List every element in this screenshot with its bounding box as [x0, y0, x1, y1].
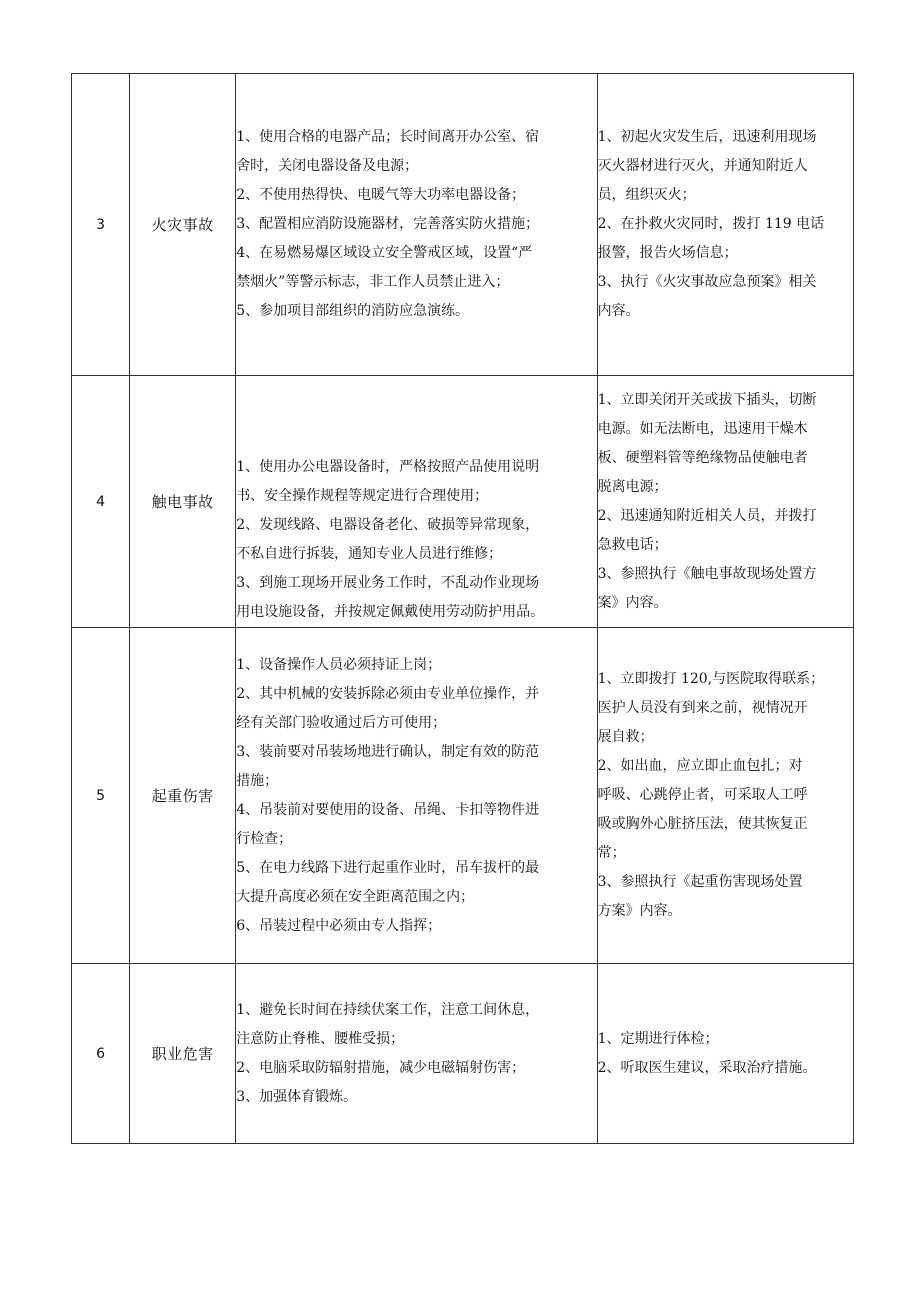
response-line: 2、迅速通知附近相关人员，并拨打	[597, 507, 817, 524]
emergency-response	[597, 964, 853, 1144]
table-row	[72, 964, 854, 1144]
response-line: 吸或胸外心脏挤压法，使其恢复正	[597, 816, 808, 832]
measure-line: 1、避免长时间在持续伏案工作，注意工间休息，	[236, 1001, 540, 1018]
response-line: 1、初起火灾发生后，迅速利用现场	[597, 129, 817, 145]
emergency-response	[597, 74, 853, 376]
hazard-name: 职业危害	[130, 964, 236, 1144]
measure-line: 2、其中机械的安装拆除必须由专业单位操作，并	[236, 685, 540, 702]
measure-line: 行检查；	[236, 830, 293, 847]
measure-line: 6、吊装过程中必须由专人指挥；	[236, 917, 442, 934]
response-line: 灭火器材进行灭火，并通知附近人	[597, 158, 808, 174]
table-row	[72, 628, 854, 964]
response-line: 电源。如无法断电，迅速用干燥木	[597, 420, 808, 437]
response-line: 3、执行《火灾事故应急预案》相关	[597, 274, 817, 290]
measure-line: 1、使用办公电器设备时，严格按照产品使用说明	[236, 459, 540, 475]
measure-line: 注意防止脊椎、腰椎受损；	[236, 1030, 405, 1047]
emergency-response	[597, 628, 853, 964]
emergency-response	[597, 376, 853, 628]
row-number: 4	[72, 376, 130, 628]
measure-line: 禁烟火”等警示标志，非工作人员禁止进入；	[236, 274, 510, 290]
response-line: 1、立即关闭开关或拔下插头，切断	[597, 391, 817, 408]
measure-line: 书、安全操作规程等规定进行合理使用；	[236, 488, 489, 504]
response-line: 3、参照执行《触电事故现场处置方	[597, 565, 817, 582]
row-number: 3	[72, 74, 130, 376]
response-line: 1、立即拨打 120,与医院取得联系；	[597, 671, 825, 687]
response-line: 常；	[597, 845, 626, 861]
table-row	[72, 376, 854, 628]
measure-line: 5、参加项目部组织的消防应急演练。	[236, 303, 470, 319]
hazard-name: 触电事故	[130, 376, 236, 628]
measure-line: 5、在电力线路下进行起重作业时，吊车拔杆的最	[236, 859, 540, 876]
response-line: 脱离电源；	[597, 478, 668, 495]
measure-line: 1、设备操作人员必须持证上岗；	[236, 656, 442, 673]
response-line: 内容。	[597, 303, 640, 319]
table-row	[72, 74, 854, 376]
response-line: 2、听取医生建议，采取治疗措施。	[597, 1059, 817, 1076]
measure-line: 措施；	[236, 772, 279, 789]
response-line: 报警，报告火场信息；	[597, 245, 738, 261]
risk-response-table	[71, 73, 854, 1144]
response-line: 方案》内容。	[597, 903, 682, 919]
response-line: 2、在扑救火灾同时，拨打 119 电话	[597, 216, 825, 232]
prevention-measures	[236, 964, 597, 1144]
response-line: 3、参照执行《起重伤害现场处置	[597, 874, 803, 890]
measure-line: 4、在易燃易爆区域设立安全警戒区域，设置“严	[236, 245, 533, 261]
hazard-name: 火灾事故	[130, 74, 236, 376]
response-line: 2、如出血，应立即止血包扎；对	[597, 758, 803, 774]
response-line: 呼吸、心跳停止者，可采取人工呼	[597, 787, 808, 803]
measure-line: 2、不使用热得快、电暖气等大功率电器设备；	[236, 187, 526, 203]
response-line: 展自救；	[597, 729, 654, 745]
measure-line: 经有关部门验收通过后方可使用；	[236, 714, 447, 731]
response-line: 案》内容。	[597, 594, 668, 611]
response-line: 医护人员没有到来之前，视情况开	[597, 700, 808, 716]
measure-line: 4、吊装前对要使用的设备、吊绳、卡扣等物件进	[236, 801, 540, 818]
measure-line: 3、到施工现场开展业务工作时，不乱动作业现场	[236, 575, 540, 591]
measure-line: 3、加强体育锻炼。	[236, 1088, 358, 1105]
prevention-measures	[236, 376, 597, 628]
response-line: 1、定期进行体检；	[597, 1030, 719, 1047]
response-line: 急救电话；	[597, 536, 668, 553]
measure-line: 3、装前要对吊装场地进行确认，制定有效的防范	[236, 743, 540, 760]
row-number: 5	[72, 628, 130, 964]
measure-line: 2、电脑采取防辐射措施，减少电磁辐射伤害；	[236, 1059, 526, 1076]
measure-line: 舍时，关闭电器设备及电源；	[236, 158, 419, 174]
prevention-measures	[236, 74, 597, 376]
measure-line: 不私自进行拆装，通知专业人员进行维修；	[236, 546, 503, 562]
response-line: 板、硬塑料管等绝缘物品使触电者	[597, 449, 808, 466]
measure-line: 1、使用合格的电器产品；长时间离开办公室、宿	[236, 129, 540, 145]
hazard-name: 起重伤害	[130, 628, 236, 964]
prevention-measures	[236, 628, 597, 964]
measure-line: 用电设施设备，并按规定佩戴使用劳动防护用品。	[236, 604, 545, 620]
measure-line: 3、配置相应消防设施器材，完善落实防火措施；	[236, 216, 540, 232]
row-number: 6	[72, 964, 130, 1144]
response-line: 员，组织灭火；	[597, 187, 696, 203]
measure-line: 2、发现线路、电器设备老化、破损等异常现象，	[236, 517, 540, 533]
measure-line: 大提升高度必须在安全距离范围之内；	[236, 888, 475, 905]
